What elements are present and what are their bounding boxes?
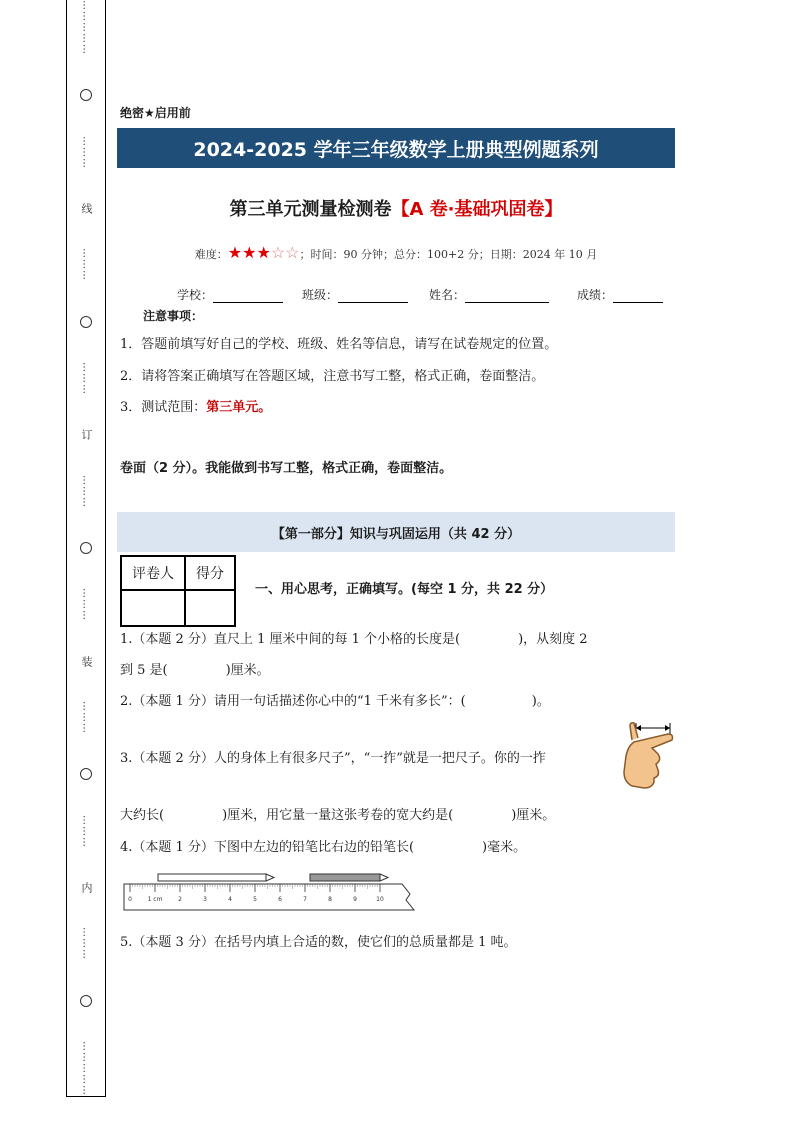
binding-hole	[80, 316, 92, 328]
difficulty-star-icon: ★	[242, 243, 257, 262]
reviewer-cell[interactable]	[121, 590, 185, 626]
exam-meta	[117, 243, 675, 262]
notice-item-3: 3．测试范围：第三单元。	[120, 400, 272, 415]
hand-span-illustration	[618, 720, 678, 792]
hand-icon	[624, 734, 673, 788]
ruler-label: 5	[253, 896, 257, 903]
reviewer-header: 评卷人	[121, 556, 185, 590]
question-1-line-1: 1.（本题 2 分）直尺上 1 厘米中间的每 1 个小格的长度是( )，从刻度 2	[120, 632, 588, 647]
score-cell[interactable]	[185, 590, 235, 626]
part-one-header: 【第一部分】知识与巩固运用（共 42 分）	[117, 512, 675, 552]
exam-title-main: 第三单元测量检测卷	[229, 199, 392, 220]
question-4: 4.（本题 1 分）下图中左边的铅笔比右边的铅笔长( )毫米。	[120, 840, 527, 855]
binding-margin: …………… ……… 线 ……… ……… 订 ……… ……… 装 ……… ……… 内 ……… ……………	[66, 0, 106, 1097]
right-pencil	[310, 874, 380, 881]
question-2: 2.（本题 1 分）请用一句话描述你心中的“1 千米有多长”：( )。	[120, 694, 550, 709]
school-field[interactable]: 学校：	[177, 286, 283, 303]
question-5: 5.（本题 3 分）在括号内填上合适的数，使它们的总质量都是 1 吨。	[120, 935, 517, 950]
difficulty-star-icon: ★	[256, 243, 271, 262]
ruler-label: 6	[278, 896, 282, 903]
difficulty-star-icon: ★	[227, 243, 243, 262]
ruler-label: 0	[128, 896, 132, 903]
neatness-note: 卷面（2 分）。我能做到书写工整，格式正确，卷面整洁。	[120, 461, 453, 476]
notice-item-1: 1．答题前填写好自己的学校、班级、姓名等信息，请写在试卷规定的位置。	[120, 337, 558, 352]
series-banner: 2024-2025 学年三年级数学上册典型例题系列	[117, 128, 675, 168]
ruler-label: 7	[303, 896, 307, 903]
exam-title-red: 【A 卷·基础巩固卷】	[391, 199, 563, 220]
ruler-label: 4	[228, 896, 232, 903]
notice-item-2: 2．请将答案正确填写在答题区域，注意书写工整，格式正确，卷面整洁。	[120, 369, 545, 384]
name-field[interactable]: 姓名：	[429, 286, 549, 303]
ruler-label: 8	[328, 896, 332, 903]
class-field[interactable]: 班级：	[302, 286, 408, 303]
exam-meta-rest: ；时间：90 分钟；总分：100+2 分；日期：2024 年 10 月	[299, 248, 598, 261]
ruler-label: 10	[376, 896, 384, 903]
left-pencil	[158, 874, 266, 881]
binding-char-nei: 内	[80, 881, 93, 893]
question-1-line-2: 到 5 是( )厘米。	[120, 663, 270, 678]
score-table	[120, 555, 236, 627]
difficulty-star-icon: ☆	[285, 243, 300, 262]
ruler-diagram	[120, 868, 416, 914]
binding-hole	[80, 542, 92, 554]
difficulty-label: 难度：	[194, 248, 228, 261]
score-header: 得分	[185, 556, 235, 590]
ruler-label: 9	[353, 896, 357, 903]
score-field[interactable]: 成绩：	[577, 286, 663, 303]
secret-label: 绝密★启用前	[120, 106, 191, 120]
question-3-line-2: 大约长( )厘米，用它量一量这张考卷的宽大约是( )厘米。	[120, 808, 556, 823]
binding-char-xian: 线	[80, 202, 93, 214]
exam-title	[117, 195, 675, 221]
binding-hole	[80, 89, 92, 101]
question-3-line-1: 3.（本题 2 分）人的身体上有很多尺子”，“一拃”就是一把尺子。你的一拃	[120, 751, 546, 766]
ruler-label: 3	[203, 896, 207, 903]
notice-heading: 注意事项：	[143, 309, 204, 323]
binding-char-ding: 订	[80, 429, 93, 441]
difficulty-stars	[227, 243, 300, 262]
section-one-heading: 一、用心思考，正确填写。(每空 1 分，共 22 分）	[255, 582, 554, 597]
binding-char-zhuang: 装	[80, 655, 93, 667]
ruler-label: 1 cm	[147, 896, 163, 903]
difficulty-star-icon: ☆	[270, 243, 286, 262]
binding-hole	[80, 768, 92, 780]
ruler-label: 2	[178, 896, 182, 903]
binding-hole	[80, 995, 92, 1007]
